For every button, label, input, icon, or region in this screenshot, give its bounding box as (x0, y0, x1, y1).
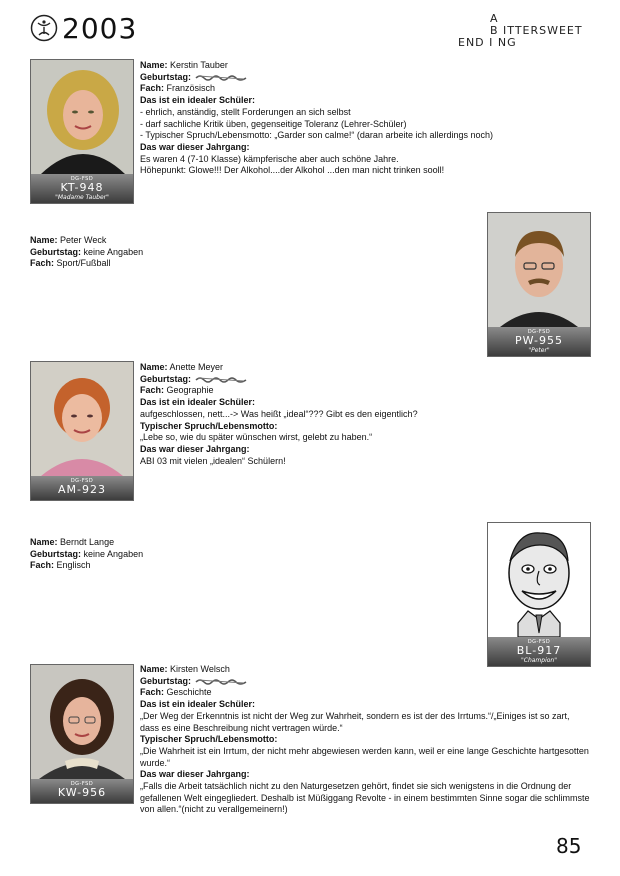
name-plate (31, 476, 133, 500)
plate-org: DG-FSD (70, 478, 94, 484)
header-title-line1: A (490, 12, 499, 25)
name-label: Name: (140, 362, 168, 372)
scribbled-birthday-icon (194, 677, 248, 685)
subject-label: Fach: (140, 385, 165, 396)
plate-org: DG-FSD (527, 639, 551, 645)
teacher-photo-welsch (30, 664, 134, 804)
plate-org: DG-FSD (70, 781, 94, 787)
ideal-line-1: - ehrlich, anständig, stellt Forderungen an sich selbst (140, 106, 351, 117)
birthday-label: Geburtstag: (140, 675, 192, 686)
scribbled-birthday-icon (194, 73, 248, 81)
year-group-label: Das war dieser Jahrgang: (140, 141, 250, 152)
ideal-text: „Der Weg der Erkenntnis ist nicht der Weg zur Wahrheit, sondern es ist der des Irrtums.“/„Einiges ist so zart, dass es eine Beschreibung nicht vertragen würde.“ (140, 710, 570, 733)
teacher-caricature-lange (487, 522, 591, 667)
birthday-label: Geburtstag: (30, 246, 82, 257)
name-plate (31, 174, 133, 203)
teacher-birthday: keine Angaben (83, 246, 144, 257)
teacher-name: Kirsten Welsch (170, 664, 230, 674)
ideal-student-label: Das ist ein idealer Schüler: (140, 699, 256, 710)
birthday-label: Geburtstag: (140, 71, 192, 82)
ideal-line-2: - darf sachliche Kritik üben, gegenseitige Toleranz (Lehrer-Schüler) (140, 118, 407, 129)
year-text: „Falls die Arbeit tatsächlich nicht zu den Naturgesetzen gehört, findet sie sich wenigstens in die Ordnung der gefallenen Welt eingegliedert. Deshalb ist Müßiggang Revolte - in einem bestimmten Sinne sogar die schlimmste von allen.“(nicht zu verallgemeinern!) (140, 781, 590, 815)
teacher-subject: Sport/Fußball (56, 258, 111, 269)
motto-label: Typischer Spruch/Lebensmotto: (140, 734, 278, 745)
logo-icon (30, 14, 58, 42)
name-plate (488, 637, 590, 666)
entry-tauber (140, 60, 580, 177)
subject-label: Fach: (30, 560, 55, 571)
ideal-student-label: Das ist ein idealer Schüler: (140, 397, 256, 408)
plate-code: BL-917 (516, 644, 562, 657)
entry-meyer (140, 362, 580, 467)
subject-label: Fach: (140, 83, 165, 94)
teacher-name: Anette Meyer (169, 362, 224, 372)
teacher-photo-meyer (30, 361, 134, 501)
portrait-image (31, 60, 133, 174)
plate-org: DG-FSD (70, 176, 94, 182)
teacher-name: Berndt Lange (60, 537, 115, 547)
name-label: Name: (140, 664, 168, 674)
year-group-label: Das war dieser Jahrgang: (140, 443, 250, 454)
year-text: ABI 03 mit vielen „idealen“ Schülern! (140, 455, 286, 466)
teacher-photo-tauber (30, 59, 134, 204)
year-group-label: Das war dieser Jahrgang: (140, 769, 250, 780)
plate-code: KT-948 (60, 181, 104, 194)
birthday-label: Geburtstag: (140, 373, 192, 384)
birthday-label: Geburtstag: (30, 548, 82, 559)
plate-org: DG-FSD (527, 329, 551, 335)
teacher-photo-weck (487, 212, 591, 357)
portrait-image (31, 665, 133, 779)
plate-code: KW-956 (57, 786, 107, 799)
teacher-birthday: keine Angaben (83, 548, 144, 559)
portrait-image (31, 362, 133, 476)
plate-code: AM-923 (58, 483, 106, 496)
year-line-1: Es waren 4 (7-10 Klasse) kämpferische aber auch schöne Jahre. (140, 153, 399, 164)
ideal-line-3: - Typischer Spruch/Lebensmotto: „Garder son calme!“ (daran arbeite ich allerdings noch) (140, 130, 494, 141)
ideal-student-label: Das ist ein idealer Schüler: (140, 95, 256, 106)
plate-nickname: "Madame Tauber" (55, 194, 109, 201)
motto-text: „Lebe so, wie du später wünschen wirst, gelebt zu haben.“ (140, 432, 373, 443)
entry-welsch (140, 664, 590, 816)
name-plate (31, 779, 133, 803)
teacher-subject: Geschichte (166, 687, 212, 698)
page-number: 85 (556, 834, 582, 858)
motto-label: Typischer Spruch/Lebensmotto: (140, 420, 278, 431)
portrait-image (488, 213, 590, 327)
name-label: Name: (140, 60, 168, 70)
teacher-name: Kerstin Tauber (170, 60, 228, 70)
plate-nickname: "Peter" (528, 347, 550, 354)
plate-code: PW-955 (514, 334, 564, 347)
ideal-text: aufgeschlossen, nett...-> Was heißt „ideal“??? Gibt es den eigentlich? (140, 408, 418, 419)
caricature-image (488, 523, 590, 637)
header-title-line2: B ITTERSWEET (490, 24, 583, 37)
motto-text: „Die Wahrheit ist ein Irrtum, der nicht mehr abgewiesen werden kann, weil er eine lange Geschichte hartgesotten wurde.“ (140, 745, 589, 768)
plate-nickname: "Champion" (521, 657, 557, 664)
subject-label: Fach: (140, 687, 165, 698)
year-line-2: Höhepunkt: Glowe!!! Der Alkohol....der Alkohol ...den man nicht trinken sooll! (140, 165, 445, 176)
teacher-subject: Englisch (56, 560, 91, 571)
name-label: Name: (30, 235, 58, 245)
entry-weck (30, 235, 330, 270)
name-label: Name: (30, 537, 58, 547)
name-plate (488, 327, 590, 356)
header-year: 2003 (62, 12, 138, 45)
teacher-subject: Geographie (166, 385, 214, 396)
subject-label: Fach: (30, 258, 55, 269)
header-title-line3: END I NG (458, 36, 517, 49)
teacher-subject: Französisch (166, 83, 216, 94)
teacher-name: Peter Weck (60, 235, 107, 245)
scribbled-birthday-icon (194, 375, 248, 383)
entry-lange (30, 537, 330, 572)
